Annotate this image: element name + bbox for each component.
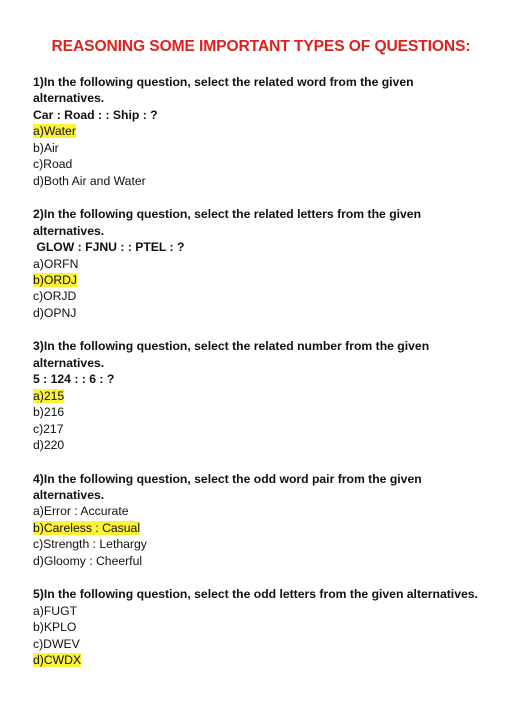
answer-option	[33, 288, 489, 304]
highlighted-answer-option-label: b)ORDJ	[33, 272, 78, 287]
answer-option-label: a)FUGT	[33, 603, 78, 618]
answer-option	[33, 123, 489, 139]
answer-option	[33, 140, 489, 156]
answer-option-label: c)ORJD	[33, 289, 77, 304]
page-title: REASONING SOME IMPORTANT TYPES OF QUESTIONS:	[51, 38, 471, 55]
answer-option-label: b)Air	[33, 140, 59, 155]
answer-option	[33, 305, 489, 321]
answer-option	[33, 156, 489, 172]
question-list	[33, 74, 489, 669]
answer-option	[33, 388, 489, 404]
answer-option-label: b)KPLO	[33, 620, 77, 635]
question-5	[33, 586, 489, 668]
answer-option	[33, 636, 489, 652]
question-prompt: 5 : 124 : : 6 : ?	[33, 372, 115, 387]
question-prompt: Car : Road : : Ship : ?	[33, 107, 158, 122]
answer-option	[33, 520, 489, 536]
answer-option-label: a)ORFN	[33, 256, 79, 271]
answer-option	[33, 421, 489, 437]
question-text: 4)In the following question, select the odd word pair from the given alternatives.	[33, 471, 422, 502]
answer-option-label: c)Road	[33, 157, 73, 172]
answer-option	[33, 536, 489, 552]
answer-option	[33, 619, 489, 635]
answer-option	[33, 652, 489, 668]
highlighted-answer-option-label: a)215	[33, 388, 65, 403]
answer-option	[33, 503, 489, 519]
answer-option-label: c)Strength : Lethargy	[33, 537, 147, 552]
answer-option-label: b)216	[33, 405, 65, 420]
question-3	[33, 338, 489, 453]
question-text: 2)In the following question, select the related letters from the given alternatives.	[33, 207, 422, 238]
answer-option-label: d)Gloomy : Cheerful	[33, 553, 143, 568]
question-1	[33, 74, 489, 189]
highlighted-answer-option-label: a)Water	[33, 124, 76, 139]
answer-option	[33, 404, 489, 420]
answer-option	[33, 173, 489, 189]
answer-option-label: d)OPNJ	[33, 305, 77, 320]
question-text: 5)In the following question, select the odd letters from the given alternatives.	[33, 587, 478, 602]
answer-option-label: d)Both Air and Water	[33, 173, 146, 188]
answer-option-label: a)Error : Accurate	[33, 504, 129, 519]
answer-option-label: d)220	[33, 438, 65, 453]
question-text: 1)In the following question, select the related word from the given alternatives.	[33, 75, 414, 106]
answer-option-label: c)217	[33, 421, 64, 436]
answer-option	[33, 256, 489, 272]
question-text: 3)In the following question, select the related number from the given alternatives.	[33, 339, 430, 370]
answer-option	[33, 437, 489, 453]
question-4	[33, 471, 489, 570]
answer-option	[33, 272, 489, 288]
answer-option-label: c)DWEV	[33, 636, 80, 651]
answer-option	[33, 603, 489, 619]
question-2	[33, 206, 489, 321]
question-prompt: GLOW : FJNU : : PTEL : ?	[33, 240, 185, 255]
answer-option	[33, 553, 489, 569]
highlighted-answer-option-label: d)CWDX	[33, 653, 82, 668]
highlighted-answer-option-label: b)Careless : Casual	[33, 520, 141, 535]
